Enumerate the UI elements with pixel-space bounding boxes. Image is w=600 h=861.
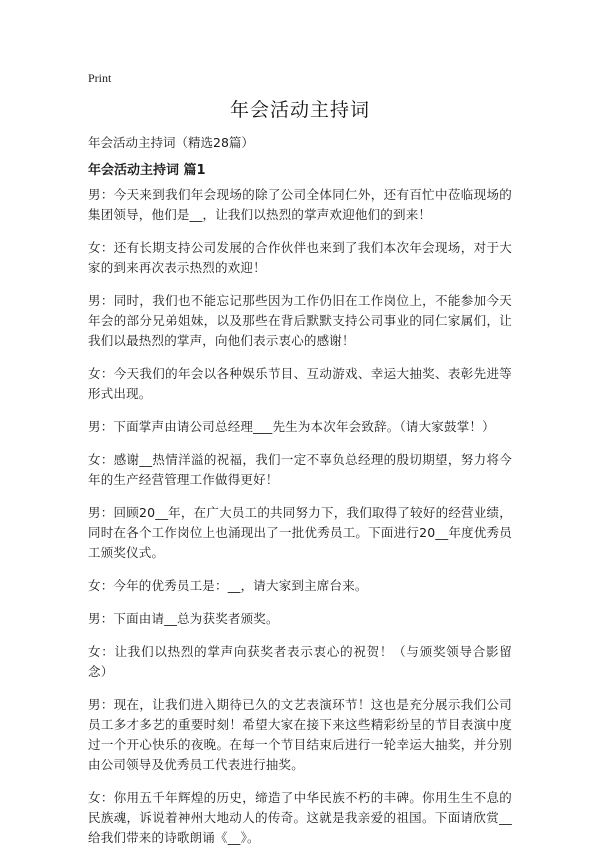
dialogue-paragraph: 男：现在，让我们进入期待已久的文艺表演环节！这也是充分展示我们公司员工多才多艺的重要时刻！希望大家在接下来这些精彩纷呈的节目表演中度过一个开心快乐的夜晚。在每一个节目结束后进行一轮幸运大抽奖，并分别由公司领导及优秀员工代表进行抽奖。 bbox=[88, 697, 512, 772]
dialogue-paragraph: 女：你用五千年辉煌的历史，缔造了中华民族不朽的丰碑。你用生生不息的民族魂，诉说着神州大地动人的传奇。这就是我亲爱的祖国。下面请欣赏__给我们带来的诗歌朗诵《__》。 bbox=[88, 790, 512, 845]
dialogue-paragraph: 女：还有长期支持公司发展的合作伙伴也来到了我们本次年会现场，对于大家的到来再次表示热烈的欢迎！ bbox=[88, 240, 512, 275]
dialogue-paragraph: 女：今年的优秀员工是：__，请大家到主席台来。 bbox=[88, 578, 368, 593]
page-title: 年会活动主持词 bbox=[229, 99, 370, 121]
dialogue-paragraph: 女：今天我们的年会以各种娱乐节目、互动游戏、幸运大抽奖、表彰先进等形式出现。 bbox=[88, 366, 512, 401]
print-link[interactable]: Print bbox=[88, 71, 112, 85]
dialogue-paragraph: 男：同时，我们也不能忘记那些因为工作仍旧在工作岗位上，不能参加今天年会的部分兄弟姐妹，以及那些在背后默默支持公司事业的同仁家属们，让我们以最热烈的掌声，向他们表示衷心的感谢！ bbox=[88, 293, 512, 348]
dialogue-paragraph: 男：今天来到我们年会现场的除了公司全体同仁外，还有百忙中莅临现场的集团领导，他们是__，让我们以热烈的掌声欢迎他们的到来！ bbox=[88, 187, 512, 222]
dialogue-paragraph: 男：下面由请__总为获奖者颁奖。 bbox=[88, 611, 279, 626]
document-subtitle: 年会活动主持词（精选28篇） bbox=[88, 135, 254, 150]
dialogue-paragraph: 女：感谢__热情洋溢的祝福，我们一定不辜负总经理的殷切期望，努力将今年的生产经营管理工作做得更好！ bbox=[88, 452, 512, 487]
section-heading: 年会活动主持词 篇1 bbox=[88, 163, 206, 178]
dialogue-body bbox=[88, 185, 512, 861]
dialogue-paragraph: 女：让我们以热烈的掌声向获奖者表示衷心的祝贺！（与颁奖领导合影留念） bbox=[88, 644, 512, 679]
dialogue-paragraph: 男：回顾20__年，在广大员工的共同努力下，我们取得了较好的经营业绩，同时在各个工作岗位上也涌现出了一批优秀员工。下面进行20__年度优秀员工颁奖仪式。 bbox=[88, 505, 512, 560]
dialogue-paragraph: 男：下面掌声由请公司总经理___先生为本次年会致辞。（请大家鼓掌！） bbox=[88, 419, 495, 434]
